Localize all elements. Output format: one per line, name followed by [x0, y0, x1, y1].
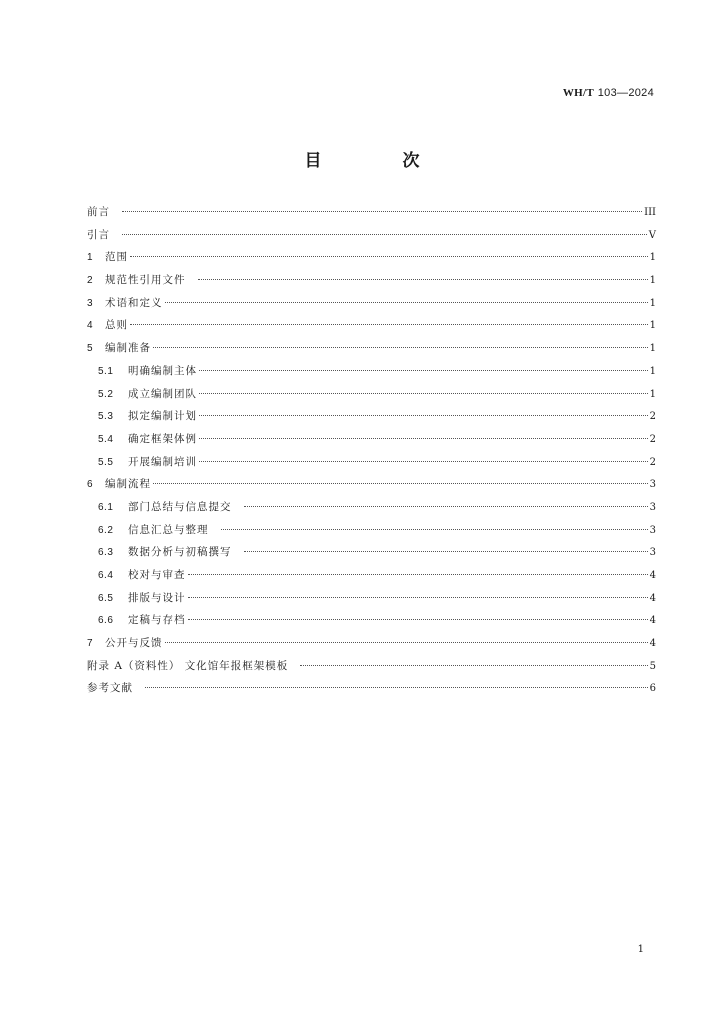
toc-entry-label: 引言: [87, 228, 110, 241]
toc-entry-number: 5.3: [98, 411, 114, 423]
dot-leader: [244, 506, 648, 507]
toc-entry-page: 3: [649, 479, 656, 491]
toc-entry-label: [98, 499, 232, 514]
toc-entry-page: 4: [649, 592, 656, 604]
toc-entry-label: [87, 340, 151, 355]
toc-entry-page: 4: [649, 570, 656, 581]
toc-entry-label: [87, 317, 128, 332]
toc-entry-number: 6.1: [98, 501, 114, 513]
toc-entry-5-1[interactable]: [87, 363, 656, 386]
toc-entry-text: 总则: [105, 319, 128, 332]
toc-entry-page: 1: [649, 252, 656, 264]
dot-leader: [130, 324, 648, 325]
toc-entry-text: 拟定编制计划: [128, 410, 197, 423]
dot-leader: [198, 279, 648, 280]
toc-entry-label: 参考文献: [87, 682, 133, 695]
toc-entry-5-2[interactable]: [87, 386, 656, 409]
toc-entry-text: 术语和定义: [105, 296, 163, 309]
toc-entry-label: [98, 454, 197, 469]
toc-entry-page: 3: [649, 501, 656, 513]
toc-entry-6-4[interactable]: [87, 567, 656, 590]
toc-entry-preparation[interactable]: [87, 340, 656, 363]
toc-entry-text: 成立编制团队: [128, 387, 197, 400]
toc-entry-label: [98, 431, 197, 446]
dot-leader: [122, 234, 647, 235]
toc-entry-page: 1: [649, 275, 656, 287]
toc-entry-number: 7: [87, 638, 94, 650]
dot-leader: [199, 415, 648, 416]
toc-entry-label: [98, 544, 232, 559]
toc-entry-introduction[interactable]: [87, 227, 656, 250]
standard-code: [563, 86, 654, 99]
toc-entry-6-2[interactable]: [87, 522, 656, 545]
toc-entry-page: 4: [649, 638, 656, 650]
toc-entry-number: 6.5: [98, 592, 114, 604]
toc-entry-number: 5: [87, 343, 94, 355]
toc-entry-text: 公开与反馈: [105, 637, 163, 650]
toc-entry-page: 2: [649, 411, 656, 423]
toc-entry-text: 明确编制主体: [128, 364, 197, 377]
dot-leader: [153, 347, 648, 348]
toc-entry-label: [87, 249, 128, 264]
toc-entry-text: 规范性引用文件: [105, 274, 186, 287]
toc-entry-5-4[interactable]: [87, 431, 656, 454]
toc-entry-foreword[interactable]: [87, 204, 656, 227]
dot-leader: [199, 393, 648, 394]
toc-entry-label: [98, 408, 197, 423]
standard-code-number: 103—2024: [597, 87, 654, 99]
table-of-contents: [87, 204, 656, 703]
toc-entry-page: V: [648, 229, 656, 241]
toc-entry-text: 信息汇总与整理: [128, 523, 209, 536]
page-number: 1: [637, 944, 644, 955]
toc-entry-page: 6: [649, 683, 656, 695]
dot-leader: [188, 619, 648, 620]
toc-entry-number: 5.4: [98, 433, 114, 445]
toc-entry-scope[interactable]: [87, 249, 656, 272]
toc-entry-number: 6.3: [98, 547, 114, 559]
toc-entry-terms-definitions[interactable]: [87, 295, 656, 318]
toc-entry-page: 1: [649, 388, 656, 400]
toc-entry-text: 确定框架体例: [128, 432, 197, 445]
toc-entry-text: 定稿与存档: [128, 614, 186, 627]
toc-entry-text: 部门总结与信息提交: [128, 500, 232, 513]
toc-entry-text: 编制准备: [105, 342, 151, 355]
toc-entry-page: 2: [649, 433, 656, 445]
toc-entry-disclosure-feedback[interactable]: [87, 635, 656, 658]
toc-entry-page: 1: [649, 365, 656, 377]
toc-entry-number: 6.6: [98, 615, 114, 627]
toc-entry-6-3[interactable]: [87, 544, 656, 567]
toc-entry-number: 6.2: [98, 524, 114, 536]
toc-entry-text: 校对与审查: [128, 569, 186, 581]
toc-entry-general-principles[interactable]: [87, 317, 656, 340]
toc-entry-text: 编制流程: [105, 478, 151, 491]
toc-entry-compilation-process[interactable]: [87, 476, 656, 499]
dot-leader: [188, 574, 648, 575]
toc-entry-6-5[interactable]: [87, 590, 656, 613]
dot-leader: [130, 256, 648, 257]
toc-entry-page: III: [644, 207, 656, 218]
dot-leader: [300, 665, 647, 666]
toc-entry-label: 附录 A（资料性） 文化馆年报框架模板: [87, 659, 289, 672]
toc-entry-number: 5.1: [98, 365, 114, 377]
dot-leader: [199, 461, 648, 462]
toc-entry-normative-references[interactable]: [87, 272, 656, 295]
toc-entry-number: 5.2: [98, 388, 114, 400]
dot-leader: [122, 211, 642, 212]
toc-entry-label: [87, 635, 163, 650]
toc-entry-5-5[interactable]: [87, 454, 656, 477]
toc-entry-label: [98, 567, 186, 582]
toc-entry-label: [87, 272, 186, 287]
toc-entry-number: 5.5: [98, 456, 114, 468]
toc-entry-label: [98, 522, 209, 537]
toc-entry-number: 1: [87, 252, 94, 264]
toc-entry-text: 开展编制培训: [128, 455, 197, 468]
standard-code-prefix: WH/T: [562, 87, 594, 99]
dot-leader: [145, 687, 648, 688]
toc-entry-number: 6: [87, 479, 94, 491]
toc-entry-label: [98, 363, 197, 378]
toc-entry-page: 5: [649, 660, 656, 672]
toc-entry-text: 范围: [105, 251, 128, 264]
toc-entry-label: [87, 295, 163, 310]
toc-entry-5-3[interactable]: [87, 408, 656, 431]
toc-entry-number: 2: [87, 275, 94, 287]
toc-entry-label: [98, 612, 186, 627]
dot-leader: [188, 597, 648, 598]
toc-entry-number: 6.4: [98, 570, 114, 581]
toc-entry-page: 2: [649, 456, 656, 468]
toc-entry-page: 1: [649, 320, 656, 332]
toc-entry-label: [87, 476, 151, 491]
toc-entry-text: 数据分析与初稿撰写: [128, 546, 232, 559]
toc-entry-label: [98, 590, 186, 605]
toc-entry-label: 前言: [87, 206, 110, 218]
toc-entry-page: 1: [649, 297, 656, 309]
toc-entry-appendix-a[interactable]: [87, 658, 656, 681]
toc-entry-page: 3: [649, 524, 656, 536]
toc-entry-page: 4: [649, 615, 656, 627]
dot-leader: [199, 438, 648, 439]
toc-entry-label: [98, 386, 197, 401]
toc-entry-page: 1: [649, 343, 656, 355]
toc-entry-number: 4: [87, 320, 94, 332]
dot-leader: [153, 483, 648, 484]
dot-leader: [165, 642, 648, 643]
toc-entry-6-6[interactable]: [87, 612, 656, 635]
toc-entry-page: 3: [649, 547, 656, 559]
toc-entry-number: 3: [87, 297, 94, 309]
toc-entry-bibliography[interactable]: [87, 680, 656, 703]
toc-entry-6-1[interactable]: [87, 499, 656, 522]
dot-leader: [165, 302, 648, 303]
toc-entry-text: 排版与设计: [128, 591, 186, 604]
dot-leader: [221, 529, 648, 530]
dot-leader: [244, 551, 648, 552]
dot-leader: [199, 370, 648, 371]
toc-title: 目 次: [304, 151, 452, 171]
